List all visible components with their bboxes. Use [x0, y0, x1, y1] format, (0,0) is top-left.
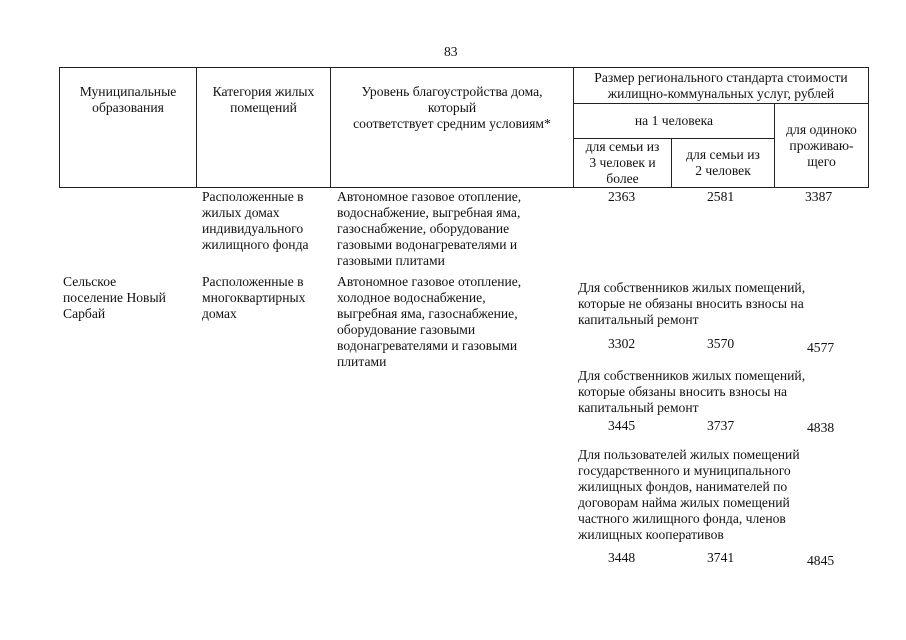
- row2-municipality: Сельское поселение Новый Сарбай: [63, 274, 166, 321]
- page-number: 83: [444, 44, 458, 59]
- group1-value-family3: 3302: [608, 336, 636, 351]
- group2-value-single: 4838: [807, 420, 835, 435]
- header-municipality: Муниципальные образования: [79, 84, 177, 115]
- group2-description: Для собственников жилых помещений, которые обязаны вносить взносы на капитальный ремонт: [578, 368, 806, 415]
- group3-value-family3: 3448: [608, 550, 636, 565]
- row1-value-family2: 2581: [707, 189, 735, 204]
- header-single: для одиноко проживаю- щего: [786, 122, 857, 169]
- row2-category: Расположенные в многоквартирных домах: [202, 274, 306, 321]
- row2-improvement-level: Автономное газовое отопление, холодное водоснабжение, выгребная яма, газоснабжение, оборудование газовыми водонагревателями и газовыми плитами: [337, 274, 522, 369]
- group2-value-family2: 3737: [707, 418, 735, 433]
- header-category: Категория жилых помещений: [212, 84, 315, 115]
- header-family-3: для семьи из 3 человек и более: [585, 139, 660, 186]
- row1-improvement-level: Автономное газовое отопление, водоснабжение, выгребная яма, газоснабжение, оборудование газовыми водонагревателями и газовыми плитами: [337, 189, 522, 268]
- group3-description: Для пользователей жилых помещений государственного и муниципального жилищных фондов, нанимателей по договорам найма жилых помещений частного жилищного фонда, членов жилищных кооперативов: [578, 447, 800, 542]
- row1-value-single: 3387: [805, 189, 833, 204]
- group1-description: Для собственников жилых помещений, которые не обязаны вносить взносы на капитальный ремонт: [578, 280, 806, 327]
- group1-value-family2: 3570: [707, 336, 735, 351]
- header-improvement-level: Уровень благоустройства дома, который соответствует средним условиям*: [353, 84, 551, 131]
- group1-value-single: 4577: [807, 340, 835, 355]
- header-family-2: для семьи из 2 человек: [686, 147, 760, 178]
- group2-value-family3: 3445: [608, 418, 636, 433]
- group3-value-single: 4845: [807, 553, 835, 568]
- header-standard-size: Размер регионального стандарта стоимости жилищно-коммунальных услуг, рублей: [594, 70, 848, 101]
- row1-category: Расположенные в жилых домах индивидуального жилищного фонда: [202, 189, 309, 252]
- row1-value-family3: 2363: [608, 189, 636, 204]
- group3-value-family2: 3741: [707, 550, 735, 565]
- header-per-person: на 1 человека: [634, 113, 714, 128]
